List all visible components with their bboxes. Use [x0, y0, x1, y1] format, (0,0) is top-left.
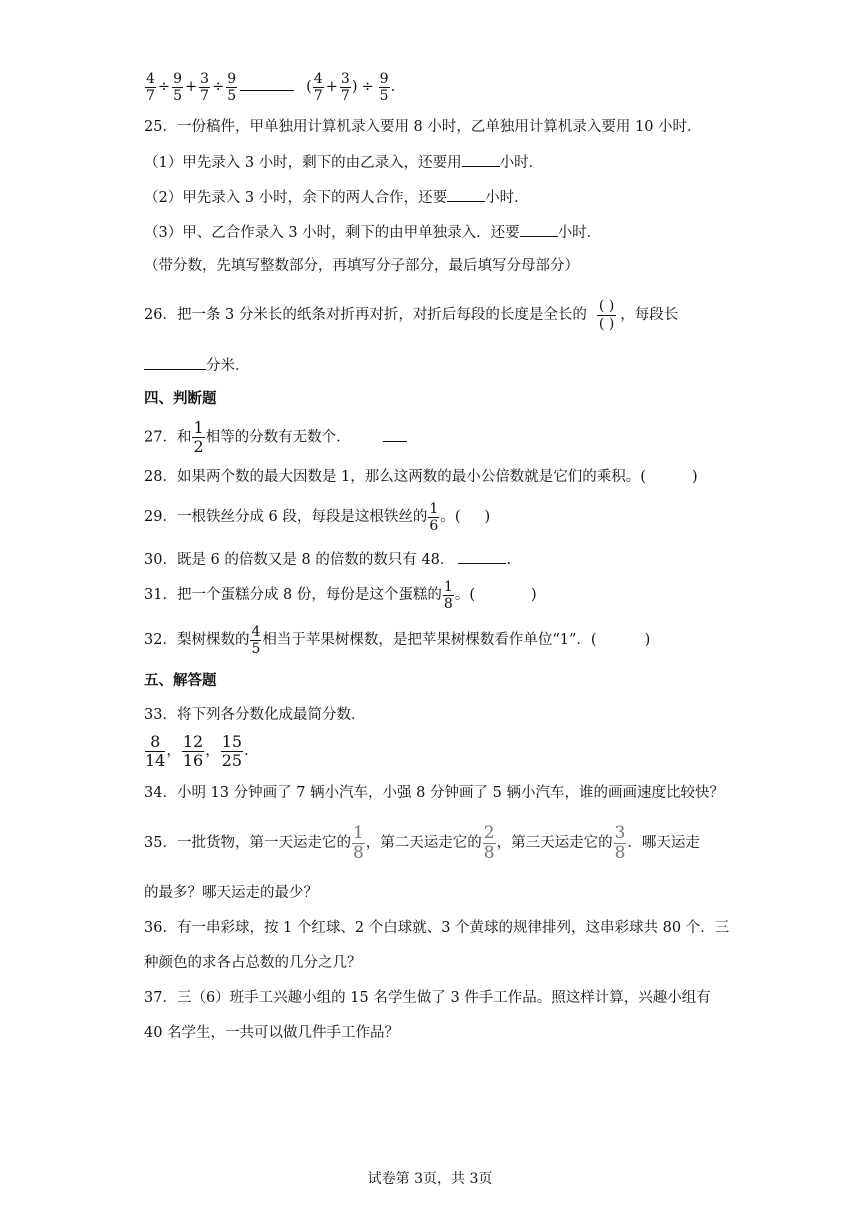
fraction: $\frac{1}{8}$	[443, 578, 453, 612]
q24-expression: $\frac{4}{7}$ ÷ $\frac{9}{5}$ + $\frac{3}{7}$ ÷ $\frac{9}{5}$ ( $\frac{4}{7}$ + $\frac{3}{7}$ ) ÷ $\frac{9}{5}$ .	[146, 70, 396, 104]
fraction: $\frac{4}{7}$	[313, 70, 323, 104]
answer-blank[interactable]	[520, 222, 558, 237]
q34: 34．小明 13 分钟画了 7 辆小汽车，小强 8 分钟画了 5 辆小汽车，谁的画画速度比较快？	[144, 785, 724, 801]
q35-line1: 35．一批货物，第一天运走它的 $\frac{1}{8}$ ，第二天运走它的 $\frac{2}{8}$ ，第三天运走它的 $\frac{3}{8}$ ．哪天运走	[144, 822, 700, 863]
page-footer: 试卷第 3页，共 3页	[367, 1171, 493, 1187]
q26-line2: 分米．	[144, 355, 250, 376]
q35-line2: 的最多？哪天运走的最少？	[144, 885, 318, 901]
answer-blank[interactable]	[447, 187, 485, 202]
section-heading-answers: 五、解答题	[144, 672, 217, 689]
q29: 29．一根铁丝分成 6 段，每段是这根铁丝的 $\frac{1}{6}$ 。( )	[144, 500, 491, 534]
q37-line1: 37．三（6）班手工兴趣小组的 15 名学生做了 3 件手工作品。照这样计算，兴趣小组有	[144, 990, 711, 1006]
q25-part1: （1）甲先录入 3 小时，剩下的由乙录入，还要用 小时．	[144, 152, 543, 173]
fraction: $\frac{4}{5}$	[251, 623, 261, 657]
q37-line2: 40 名学生，一共可以做几件手工作品？	[144, 1025, 400, 1041]
q25-stem: 25．一份稿件，甲单独用计算机录入要用 8 小时，乙单独用计算机录入要用 10 小时．	[144, 119, 702, 135]
answer-blank[interactable]	[144, 355, 206, 370]
fraction: $\frac{9}{5}$	[173, 70, 182, 104]
q27: 27．和 $\frac{1}{2}$ 相等的分数有无数个．	[144, 420, 407, 455]
q33-fractions: $\frac{8}{14}$ ， $\frac{12}{16}$ ， $\frac{15}{25}$ .	[145, 731, 249, 770]
fraction: $\frac{12}{16}$	[182, 731, 204, 770]
q36-line2: 种颜色的求各占总数的几分之几？	[144, 955, 362, 971]
fraction: $\frac{1}{2}$	[193, 418, 204, 456]
answer-blank[interactable]	[240, 76, 294, 91]
answer-blank[interactable]	[383, 427, 407, 442]
section-heading-judgment: 四、判断题	[144, 390, 217, 407]
q32: 32．梨树棵数的 $\frac{4}{5}$ 相当于苹果树棵数，是把苹果树棵数看作单位“1”．( )	[144, 623, 651, 657]
q33-stem: 33．将下列各分数化成最简分数．	[144, 707, 366, 723]
q28: 28．如果两个数的最大因数是 1，那么这两数的最小公倍数就是它们的乘积。( )	[144, 469, 698, 485]
q26-line1: 26．把一条 3 分米长的纸条对折再对折，对折后每段的长度是全长的 $\frac{( )}{( )}$ ，每段长	[144, 298, 679, 332]
fraction: $\frac{3}{7}$	[340, 70, 350, 104]
fraction: $\frac{4}{7}$	[146, 70, 155, 104]
answer-blank[interactable]	[458, 549, 506, 564]
fraction: $\frac{2}{8}$	[483, 822, 495, 863]
fraction-blank[interactable]: $\frac{( )}{( )}$	[598, 298, 615, 332]
q30: 30．既是 6 的倍数又是 8 的倍数的数只有 48． .	[144, 549, 511, 570]
fraction: $\frac{1}{8}$	[352, 822, 364, 863]
q25-note: （带分数，先填写整数部分，再填写分子部分，最后填写分母部分）	[144, 258, 579, 274]
q31: 31．把一个蛋糕分成 8 份，每份是这个蛋糕的 $\frac{1}{8}$ 。( )	[144, 578, 537, 612]
answer-blank[interactable]	[462, 152, 500, 167]
q36-line1: 36．有一串彩球，按 1 个红球、2 个白球就、3 个黄球的规律排列，这串彩球共 80 个．三	[144, 920, 730, 936]
q25-part2: （2）甲先录入 3 小时，余下的两人合作，还要 小时．	[144, 187, 529, 208]
fraction: $\frac{3}{8}$	[614, 822, 626, 863]
fraction: $\frac{1}{6}$	[429, 500, 439, 534]
fraction: $\frac{15}{25}$	[221, 731, 243, 770]
fraction: $\frac{3}{7}$	[200, 70, 210, 104]
fraction: $\frac{8}{14}$	[145, 731, 166, 770]
fraction: $\frac{9}{5}$	[227, 70, 237, 104]
fraction: $\frac{9}{5}$	[379, 70, 389, 104]
q25-part3: （3）甲、乙合作录入 3 小时，剩下的由甲单独录入．还要 小时．	[144, 222, 601, 243]
